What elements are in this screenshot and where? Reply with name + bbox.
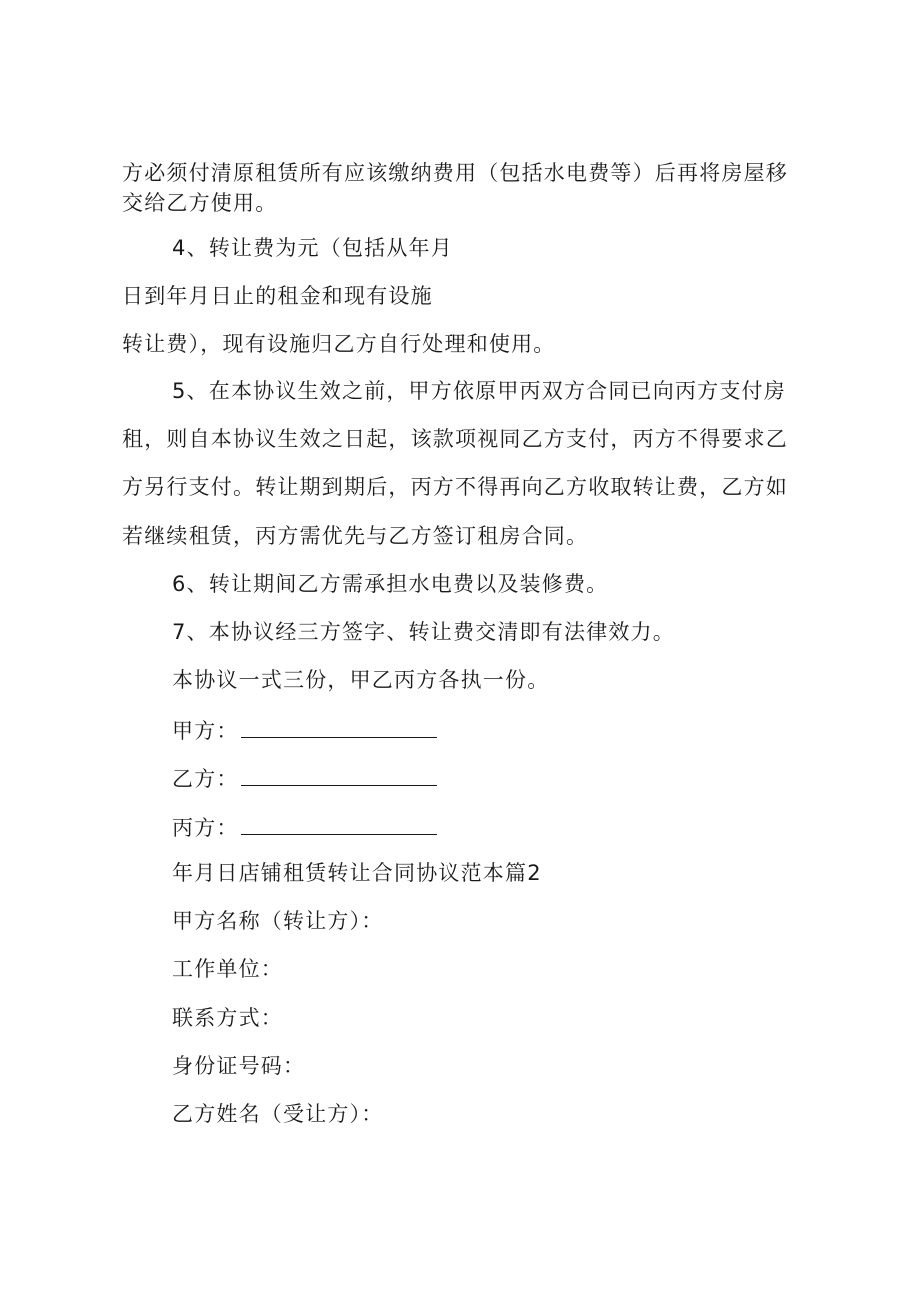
signature-party-a-label: 甲方： xyxy=(172,719,239,743)
field-party-a-name: 甲方名称（转让方）： xyxy=(172,909,384,933)
paragraph-4-line-2: 日到年月日止的租金和现有设施 xyxy=(122,284,433,308)
field-party-b-name: 乙方姓名（受让方）： xyxy=(172,1102,384,1126)
signature-party-c-blank xyxy=(241,816,437,835)
field-contact: 联系方式： xyxy=(172,1006,283,1030)
signature-party-b-blank xyxy=(241,767,437,786)
paragraph-3-line-1: 方必须付清原租赁所有应该缴纳费用（包括水电费等）后再将房屋移 xyxy=(122,161,788,185)
paragraph-5-line-1: 5、在本协议生效之前，甲方依原甲丙双方合同已向丙方支付房 xyxy=(172,379,786,403)
paragraph-6: 6、转让期间乙方需承担水电费以及装修费。 xyxy=(172,572,609,596)
paragraph-5-line-4: 若继续租赁，丙方需优先与乙方签订租房合同。 xyxy=(122,524,589,548)
paragraph-4-line-1: 4、转让费为元（包括从年月 xyxy=(172,236,453,260)
signature-party-c-label: 丙方： xyxy=(172,816,239,840)
paragraph-5-line-3: 方另行支付。转让期到期后，丙方不得再向乙方收取转让费，乙方如 xyxy=(122,475,788,499)
field-id-number: 身份证号码： xyxy=(172,1054,306,1078)
paragraph-7: 7、本协议经三方签字、转让费交清即有法律效力。 xyxy=(172,620,675,644)
paragraph-copies: 本协议一式三份，甲乙丙方各执一份。 xyxy=(172,668,550,692)
section-title-2: 年月日店铺租赁转让合同协议范本篇2 xyxy=(172,861,542,885)
signature-party-a-blank xyxy=(241,719,437,738)
signature-party-a xyxy=(172,719,437,742)
paragraph-3-line-2: 交给乙方使用。 xyxy=(122,191,278,215)
paragraph-4-line-3: 转让费），现有设施归乙方自行处理和使用。 xyxy=(122,332,556,356)
signature-party-b xyxy=(172,767,437,790)
signature-party-c xyxy=(172,816,437,839)
field-workplace: 工作单位： xyxy=(172,957,283,981)
paragraph-5-line-2: 租，则自本协议生效之日起，该款项视同乙方支付，丙方不得要求乙 xyxy=(122,427,788,451)
signature-party-b-label: 乙方： xyxy=(172,767,239,791)
